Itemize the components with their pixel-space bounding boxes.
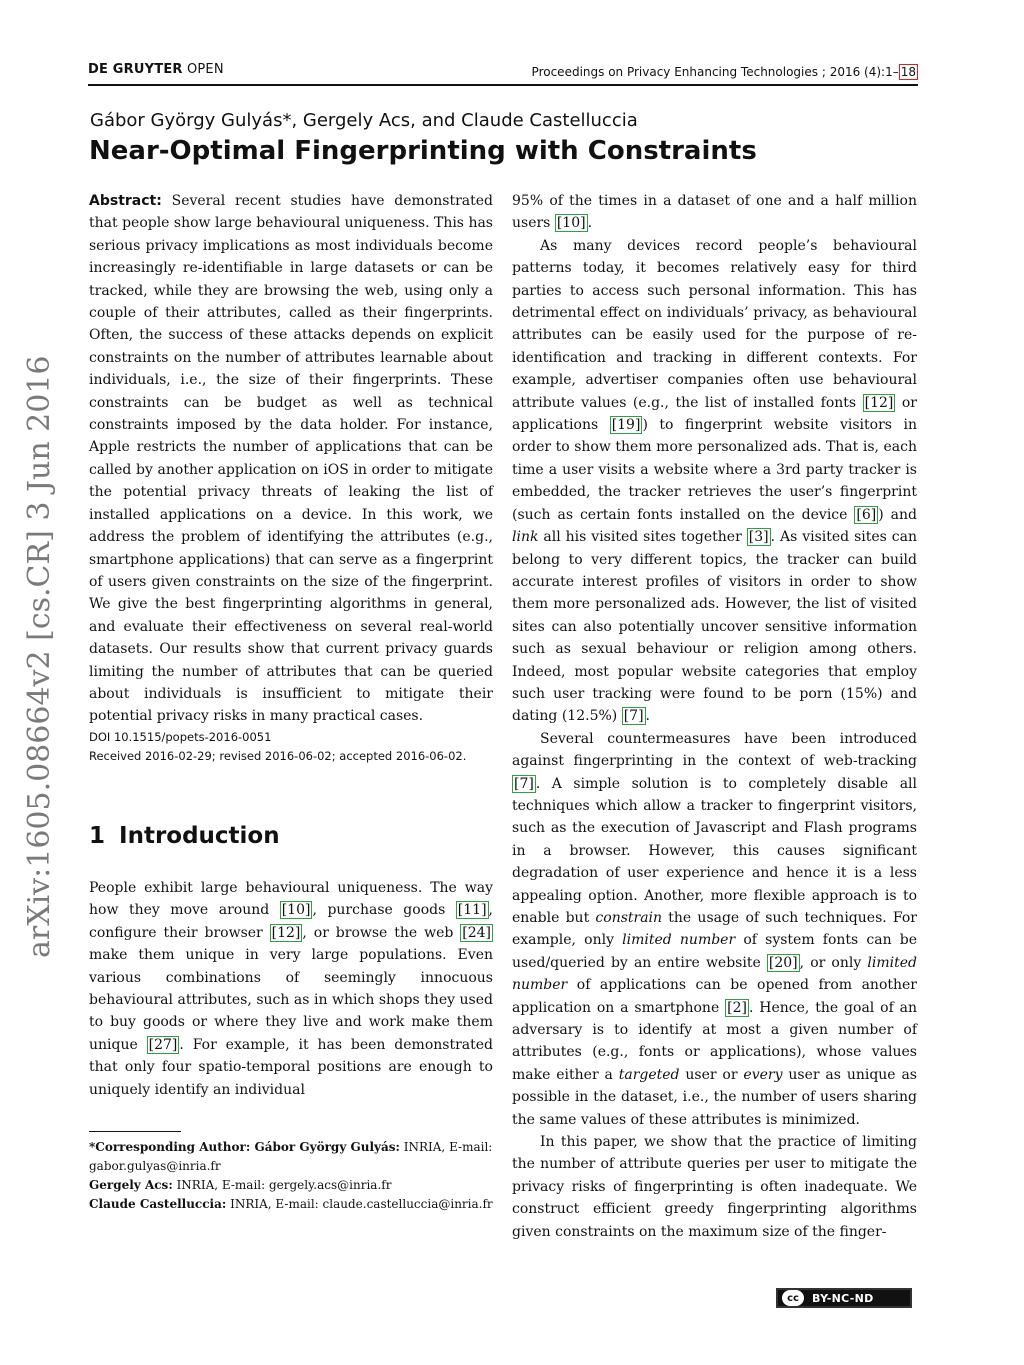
right-column [512, 190, 917, 1243]
citation-link[interactable]: [20] [768, 954, 798, 971]
doi: DOI 10.1515/popets-2016-0051 [89, 729, 272, 744]
intro-paragraph: People exhibit large behavioural uniqueness. The way how they move around [10] , purchase goods [11] , configure their browser [12] , or browse the web [24] make them unique in very large populations. Even various combinations of seemingly innocuous behavioural attributes, such as in which shops they used to buy goods or where they live and work make them unique [27] . For example, it has been demonstrated that only four spatio-temporal positions are enough to uniquely identify an individual [89, 880, 493, 1098]
citation-link[interactable]: [11] [457, 902, 487, 919]
footnote-divider [89, 1131, 181, 1132]
footnote-author: Gergely Acs: INRIA, E-mail: gergely.acs@inria.fr [89, 1178, 392, 1192]
body-paragraph: In this paper, we show that the practice of limiting the number of attribute queries per user to mitigate the privacy risks of fingerprinting is often inadequate. We construct efficient greedy fingerprinting algorithms given constraints on the maximum size of the finger- [512, 1134, 917, 1240]
license-label: BY-NC-ND [812, 1291, 874, 1305]
arxiv-stamp: arXiv:1605.08664v2 [cs.CR] 3 Jun 2016 [22, 355, 57, 958]
received-dates: Received 2016-02-29; revised 2016-06-02; accepted 2016-06-02. [89, 748, 467, 763]
abstract-column [89, 190, 493, 766]
footnote-corresponding-author: *Corresponding Author: Gábor György Gulyás: INRIA, E-mail: gabor.gulyas@inria.fr [89, 1140, 493, 1173]
citation-link[interactable]: [10] [556, 215, 586, 232]
publisher-name: DE GRUYTER OPEN [88, 62, 224, 77]
citation-link[interactable]: [7] [514, 775, 534, 792]
intro-column [89, 877, 493, 1101]
journal-citation: Proceedings on Privacy Enhancing Technologies ; 2016 (4):1– 18 [531, 65, 916, 79]
running-header [88, 62, 918, 86]
body-paragraph: Several countermeasures have been introduced against fingerprinting in the context of web-tracking [7] . A simple solution is to completely disable all techniques which allow a tracker to fingerprint visitors, such as the execution of Javascript and Flash programs in a browser. However, this causes significant degradation of user experience and hence it is a less appealing option. Another, more flexible approach is to enable but constrain the usage of such techniques. For example, only limited number of system fonts can be used/queried by an entire website [20] , or only limited number of applications can be opened from another application on a smartphone [2] . Hence, the goal of an adversary is to identify at most a given number of attributes (e.g., fonts or applications), whose values make either a targeted user or every user as unique as possible in the dataset, i.e., the number of users sharing the same values of these attributes is minimized. [512, 730, 918, 1128]
citation-link[interactable]: [2] [727, 999, 747, 1016]
footnote-author: Claude Castelluccia: INRIA, E-mail: claude.castelluccia@inria.fr [89, 1197, 493, 1211]
body-paragraph: As many devices record people’s behavioural patterns today, it becomes relatively easy for third parties to access such personal information. This has detrimental effect on individuals’ privacy, as behavioural attributes can be easily used for the purpose of re-identification and tracking in different contexts. For example, advertiser companies often use behavioural attribute values (e.g., the list of installed fonts [12] or applications [19] ) to fingerprint website visitors in order to show them more personalized ads. That is, each time a user visits a website where a 3rd party tracker is embedded, the tracker retrieves the user’s fingerprint (such as certain fonts installed on the device [6] ) and link all his visited sites together [3] . As visited sites can belong to very different topics, the tracker can build accurate interest profiles of visitors in order to show them more personalized ads. However, the list of visited sites can also potentially uncover sensitive information such as sexual behaviour or religion among others. Indeed, most popular website categories that employ such user tracking were found to be porn (15%) and dating (12.5%) [7] . [512, 237, 917, 725]
citation-link[interactable]: [12] [864, 394, 894, 411]
footnotes [89, 1138, 493, 1214]
citation-link[interactable]: [10] [281, 902, 311, 919]
citation-link[interactable]: [24] [462, 924, 491, 941]
citation-link[interactable]: [19] [611, 417, 641, 434]
last-page-link[interactable]: 18 [900, 65, 916, 79]
creative-commons-icon: cc [782, 1290, 804, 1306]
abstract: Abstract: Several recent studies have demonstrated that people show large behavioural uniqueness. This has serious privacy implications as most individuals become increasingly re-identifiable in large datasets or can be tracked, while they are browsing the web, using only a couple of their attributes, called as their fingerprints. Often, the success of these attacks depends on explicit constraints on the number of attributes learnable about individuals, i.e., the size of their fingerprints. These constraints can be budget as well as technical constraints imposed by the data holder. For instance, Apple restricts the number of applications that can be called by another application on iOS in order to mitigate the potential privacy threats of leaking the list of installed applications on a device. In this work, we address the problem of identifying the attributes (e.g., smartphone applications) that can serve as a fingerprint of users given constraints on the size of the fingerprint. We give the best fingerprinting algorithms in general, and evaluate their effectiveness on several real-world datasets. Our results show that current privacy guards limiting the number of attributes that can be queried about individuals is insufficient to mitigate their potential privacy risks in many practical cases. [89, 193, 493, 725]
citation-link[interactable]: [3] [748, 529, 769, 546]
abstract-label: Abstract: [89, 193, 162, 209]
citation-link[interactable]: [7] [623, 708, 644, 725]
cc-license-badge[interactable] [776, 1288, 912, 1308]
citation-link[interactable]: [27] [148, 1036, 178, 1053]
paper-title: Near-Optimal Fingerprinting with Constraints [89, 136, 757, 166]
author-list: Gábor György Gulyás*, Gergely Acs, and Claude Castelluccia [90, 110, 638, 131]
citation-link[interactable]: [6] [856, 506, 877, 523]
section-heading-introduction: 1 Introduction [89, 823, 280, 849]
citation-link[interactable]: [12] [271, 924, 301, 941]
body-paragraph: 95% of the times in a dataset of one and a half million users [10] . [512, 193, 917, 232]
